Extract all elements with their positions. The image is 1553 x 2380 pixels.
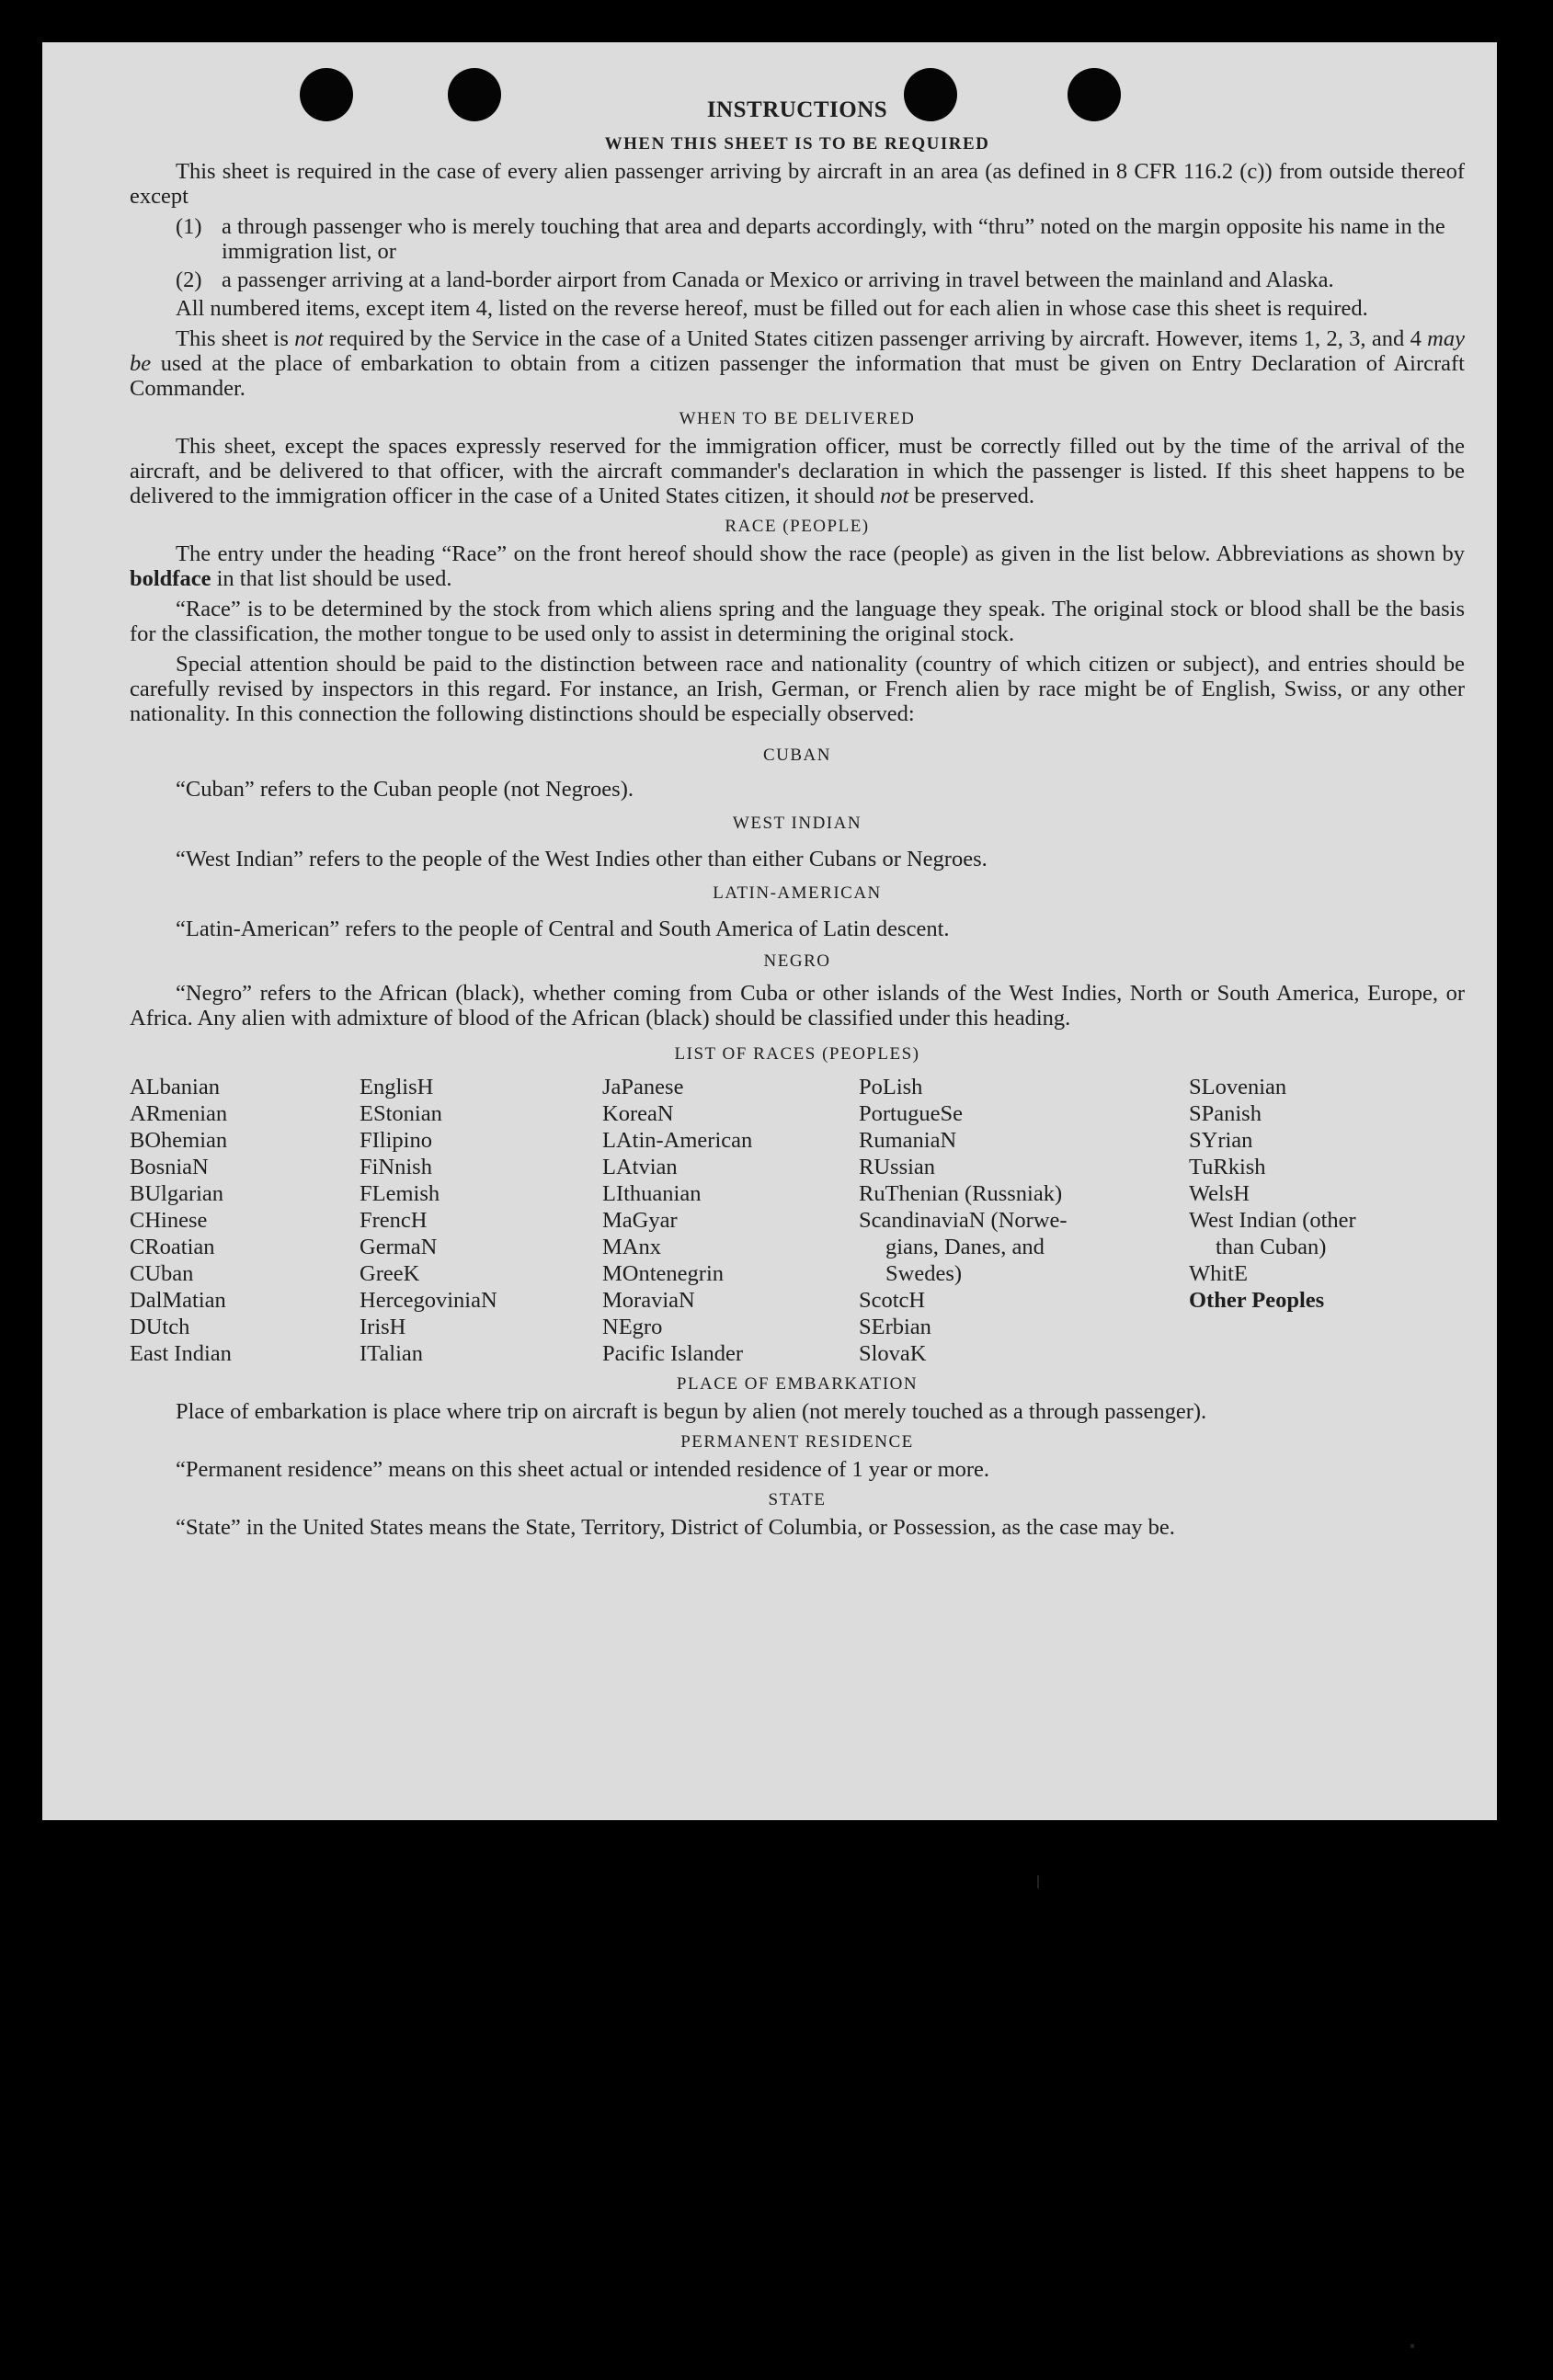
race-list-item: ScotcH (859, 1288, 926, 1313)
race-list-item: ITalian (360, 1341, 424, 1366)
race-list-item: SlovaK (859, 1341, 927, 1366)
scan-speck (1037, 1875, 1039, 1888)
exception-item-2-text: a passenger arriving at a land-border airport from Canada or Mexico or arriving in travel between the mainland and Alaska. (222, 268, 1334, 292)
race-list-item: BosniaN (130, 1155, 209, 1179)
race-list-item: RUssian (859, 1155, 936, 1179)
races-list (130, 1074, 1465, 1367)
exception-item-2 (130, 268, 1465, 292)
race-list-item: RuThenian (Russniak) (859, 1181, 1063, 1206)
race-list-item: ARmenian (130, 1101, 228, 1126)
race-list-item: MoraviaN (602, 1288, 695, 1313)
exception-item-1 (130, 214, 1465, 264)
scan-speck (1410, 2344, 1414, 2348)
race-list-item: CHinese (130, 1208, 208, 1233)
race-list-item: CUban (130, 1261, 194, 1286)
race-list-item: WhitE (1189, 1261, 1248, 1286)
exception-item-1-number: (1) (176, 214, 202, 239)
race-list-item: SErbian (859, 1315, 931, 1339)
race-para-1-text-b: in that list should be used. (211, 566, 452, 591)
race-list-item: PortugueSe (859, 1101, 963, 1126)
heading-state: STATE (768, 1490, 827, 1509)
race-list-item: FiNnish (360, 1155, 432, 1179)
races-column-5 (1189, 1074, 1465, 1367)
exception-item-1-text: a through passenger who is merely touching that area and departs accordingly, with “thru” noted on the margin opposite his name in the immigration list, or (222, 214, 1445, 264)
races-column-4 (859, 1074, 1189, 1367)
race-list-item: LAtvian (602, 1155, 678, 1179)
race-list-item: LIthuanian (602, 1181, 702, 1206)
race-list-item: JaPanese (602, 1075, 684, 1099)
race-para-2: “Race” is to be determined by the stock from which aliens spring and the language they speak. The original stock or blood shall be the basis for the classification, the mother tongue to be used only to assist in determining the original stock. (130, 597, 1465, 646)
race-list-item: HercegoviniaN (360, 1288, 497, 1313)
exception-item-2-number: (2) (176, 268, 202, 292)
races-column-1 (130, 1074, 360, 1367)
race-list-item: FrencH (360, 1208, 428, 1233)
races-column-3 (602, 1074, 859, 1367)
race-list-item: EnglisH (360, 1075, 434, 1099)
para-3-text-a: This sheet is (176, 326, 295, 351)
race-para-3: Special attention should be paid to the distinction between race and nationality (country of which citizen or subject), and entries should be carefully revised by inspectors in this regard. For instance, an Irish, German, or French alien by race might be of English, Swiss, or any other nationality. In this connection the following distinctions should be especially observed: (130, 652, 1465, 726)
para-3-text-c: used at the place of embarkation to obtain from a citizen passenger the information that must be given on Entry Declaration of Aircraft Commander. (130, 351, 1465, 401)
race-list-item: East Indian (130, 1341, 232, 1366)
race-list-item: LAtin-American (602, 1128, 753, 1153)
race-list-item: MAnx (602, 1235, 661, 1259)
para-3-not-italic: not (294, 326, 324, 351)
west-indian-definition: “West Indian” refers to the people of the West Indies other than either Cubans or Negroes. (176, 847, 988, 871)
race-para-1-boldface: boldface (130, 566, 211, 591)
when-required-para-1: This sheet is required in the case of every alien passenger arriving by aircraft in an area (as defined in 8 CFR 116.2 (c)) from outside thereof except (130, 159, 1465, 209)
race-list-item: RumaniaN (859, 1128, 957, 1153)
race-list-item: IrisH (360, 1315, 406, 1339)
state-text: “State” in the United States means the State, Territory, District of Columbia, or Possession, as the case may be. (176, 1515, 1175, 1540)
heading-list-of-races: LIST OF RACES (PEOPLES) (674, 1044, 920, 1064)
race-list-item: WelsH (1189, 1181, 1250, 1206)
race-list-item: CRoatian (130, 1235, 215, 1259)
race-list-item: MOntenegrin (602, 1261, 724, 1286)
cuban-definition: “Cuban” refers to the Cuban people (not Negroes). (176, 777, 634, 802)
race-list-item: TuRkish (1189, 1155, 1266, 1179)
race-list-item: EStonian (360, 1101, 442, 1126)
race-list-item: PoLish (859, 1075, 923, 1099)
race-list-item: West Indian (other (1189, 1208, 1356, 1233)
heading-when-delivered: WHEN TO BE DELIVERED (679, 409, 916, 428)
race-list-item: KoreaN (602, 1101, 674, 1126)
delivered-text-a: This sheet, except the spaces expressly reserved for the immigration officer, must be correctly filled out by the time of the arrival of the aircraft, and be delivered to that officer, with the aircraft commander's declaration in which the passenger is listed. If this sheet happens to be delivered to the immigration officer in the case of a United States citizen, it should (130, 434, 1465, 508)
race-list-item: BUlgarian (130, 1181, 224, 1206)
race-list-item: BOhemian (130, 1128, 228, 1153)
race-list-item: SYrian (1189, 1128, 1253, 1153)
race-list-item: Other Peoples (1189, 1288, 1325, 1313)
race-list-item: SPanish (1189, 1101, 1262, 1126)
heading-cuban: CUBAN (762, 746, 831, 765)
when-delivered-para (130, 434, 1465, 508)
para-3-maybe-italic: may be (130, 326, 1465, 376)
race-list-item: than Cuban) (1216, 1235, 1327, 1259)
permanent-residence-text: “Permanent residence” means on this sheet actual or intended residence of 1 year or more. (176, 1457, 990, 1482)
race-list-item: GreeK (360, 1261, 420, 1286)
delivered-not-italic: not (879, 484, 909, 508)
race-list-item: GermaN (360, 1235, 438, 1259)
race-para-1-text-a: The entry under the heading “Race” on the front hereof should show the race (people) as given in the list below. Abbreviations as shown by (176, 541, 1465, 566)
latin-american-definition: “Latin-American” refers to the people of Central and South America of Latin descent. (176, 917, 950, 941)
race-list-item: DUtch (130, 1315, 190, 1339)
when-required-para-3 (130, 326, 1465, 401)
race-list-item: ALbanian (130, 1075, 220, 1099)
race-list-item: FLemish (360, 1181, 440, 1206)
delivered-text-b: be preserved. (908, 484, 1035, 508)
heading-west-indian: WEST INDIAN (732, 814, 862, 833)
race-list-item: SLovenian (1189, 1075, 1287, 1099)
when-required-para-2: All numbered items, except item 4, listed on the reverse hereof, must be filled out for each alien in whose case this sheet is required. (176, 296, 1368, 321)
race-list-item: gians, Danes, and (885, 1235, 1045, 1259)
race-list-item: MaGyar (602, 1208, 678, 1233)
race-list-item: Pacific Islander (602, 1341, 744, 1366)
race-list-item: ScandinaviaN (Norwe- (859, 1208, 1068, 1233)
heading-when-required: WHEN THIS SHEET IS TO BE REQUIRED (604, 134, 990, 154)
heading-latin-american: LATIN-AMERICAN (713, 883, 882, 903)
race-para-1 (130, 541, 1465, 591)
page-title: INSTRUCTIONS (706, 97, 888, 122)
heading-place-of-embarkation: PLACE OF EMBARKATION (676, 1374, 919, 1394)
heading-negro: NEGRO (763, 951, 831, 971)
heading-race: RACE (PEOPLE) (725, 517, 870, 536)
document-sheet (42, 42, 1497, 1820)
place-of-embarkation-text: Place of embarkation is place where trip on aircraft is begun by alien (not merely touched as a through passenger). (176, 1399, 1207, 1424)
para-3-text-b: required by the Service in the case of a United States citizen passenger arriving by aircraft. However, items 1, 2, 3, and 4 (323, 326, 1428, 351)
heading-permanent-residence: PERMANENT RESIDENCE (680, 1432, 914, 1452)
negro-definition: “Negro” refers to the African (black), whether coming from Cuba or other islands of the West Indies, North or South America, Europe, or Africa. Any alien with admixture of blood of the African (black) should be classified under this heading. (130, 981, 1465, 1031)
races-column-2 (360, 1074, 602, 1367)
instructions-content (130, 97, 1465, 1545)
race-list-item: NEgro (602, 1315, 663, 1339)
race-list-item: DalMatian (130, 1288, 226, 1313)
race-list-item: FIlipino (360, 1128, 432, 1153)
race-list-item: Swedes) (885, 1261, 963, 1286)
